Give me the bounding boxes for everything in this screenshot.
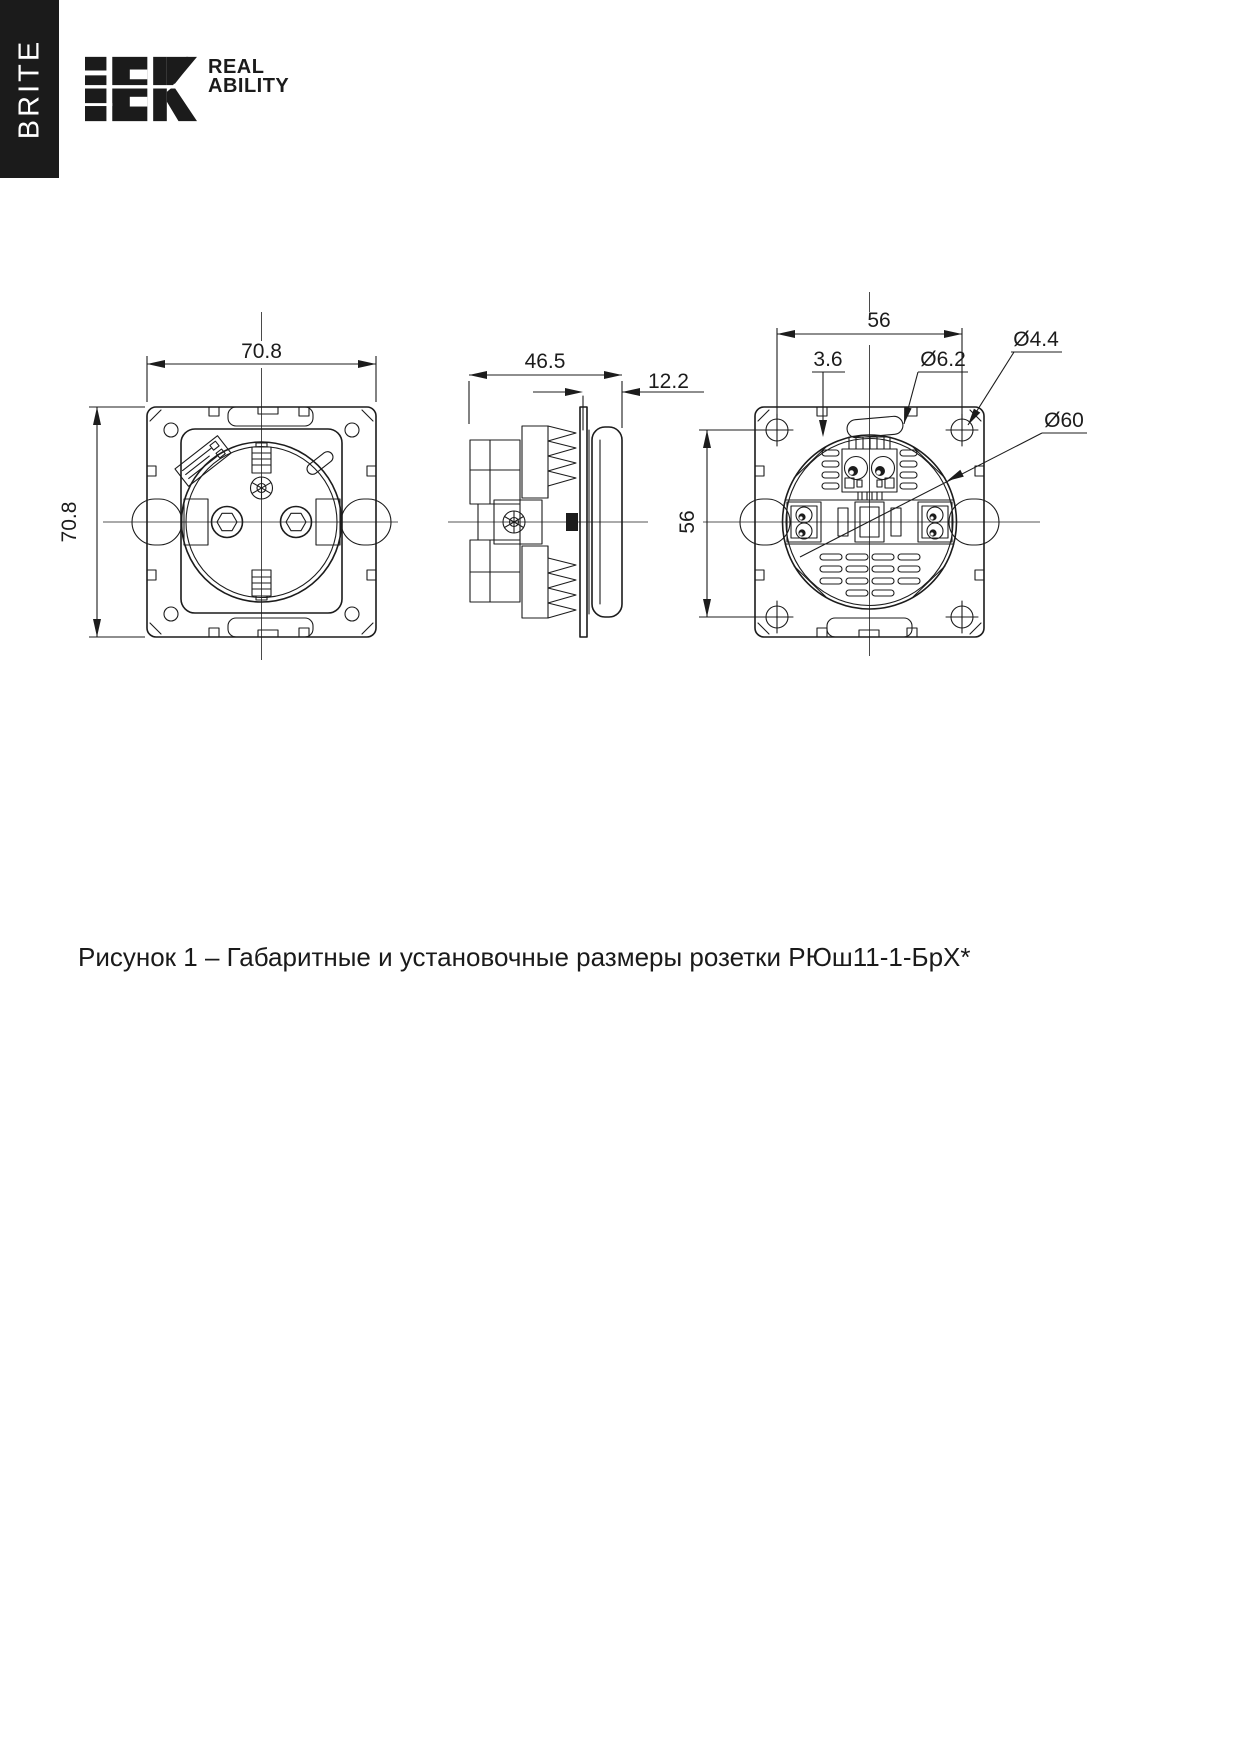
dimension-side-protrusion [533, 370, 704, 396]
dimension-side-depth [469, 350, 622, 428]
claw-top [522, 426, 576, 498]
oval-hole-label: Ø6.2 [920, 348, 966, 371]
side-protrusion-label: 12.2 [648, 370, 689, 393]
dimension-plate-offset [812, 348, 845, 437]
front-height-label: 70.8 [58, 501, 81, 543]
series-label: BRITE [13, 38, 45, 140]
screw-hole [946, 601, 978, 633]
dimension-oval-hole [904, 348, 968, 424]
claw-bottom [522, 546, 576, 618]
rear-hspacing-label: 56 [867, 309, 891, 332]
tagline-line2: ABILITY [208, 75, 290, 97]
rear-vspacing-label: 56 [676, 510, 699, 534]
plate-offset-label: 3.6 [813, 348, 843, 371]
dimension-mount-circle [800, 409, 1087, 557]
side-view [448, 350, 704, 637]
side-depth-label: 46.5 [524, 350, 566, 373]
screw-hole-label: Ø4.4 [1013, 328, 1059, 351]
front-view [58, 312, 398, 660]
figure-caption: Рисунок 1 – Габаритные и установочные размеры розетки РЮш11-1-БрХ* [78, 942, 971, 972]
barcode-sticker [175, 436, 231, 487]
rear-view [676, 292, 1087, 656]
mount-circle-label: Ø60 [1044, 409, 1084, 432]
front-width-label: 70.8 [241, 340, 282, 363]
tagline-line1: REAL [208, 56, 265, 78]
wire-clamp [566, 513, 578, 531]
vent-slots-bottom [820, 554, 920, 596]
